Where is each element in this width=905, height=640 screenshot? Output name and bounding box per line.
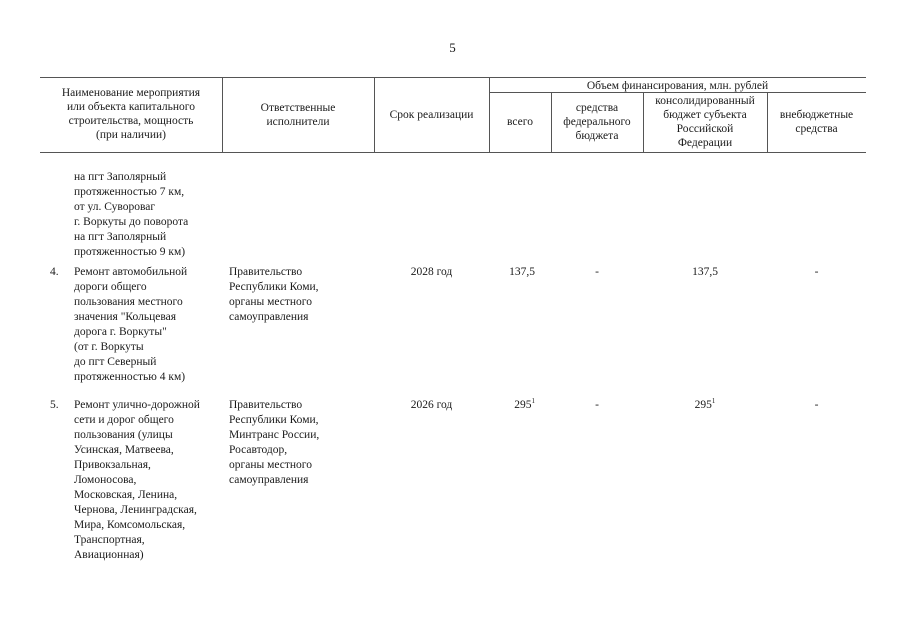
- header-regional: консолидированный бюджет субъекта Российской Федерации: [655, 95, 755, 149]
- header-bottom-rule: [40, 152, 866, 153]
- row-federal: -: [595, 266, 599, 278]
- header-responsible: Ответственные исполнители: [260, 102, 336, 128]
- header-extrabudget: внебюджетные средства: [779, 109, 854, 135]
- page-number: 5: [449, 40, 456, 55]
- row-regional: 137,5: [692, 266, 718, 278]
- row-responsible: Правительство Республики Коми, Минтранс России, Росавтодор, органы местного самоуправления: [229, 399, 320, 486]
- row-total: [489, 398, 535, 413]
- row-name: Ремонт автомобильной дороги общего пользования местного значения "Кольцевая дорога г. Воркуты" (от г. Воркуты до пгт Северный протяженностью 4 км): [74, 266, 188, 383]
- table-top-rule: [40, 77, 866, 78]
- row-name: на пгт Заполярный протяженностью 7 км, от ул. Сувороваг г. Воркуты до поворота на пгт Заполярный протяженностью 9 км): [74, 171, 189, 258]
- row-total-value: 295: [514, 399, 532, 411]
- row-term: 2028 год: [410, 266, 453, 278]
- row-responsible: Правительство Республики Коми, органы местного самоуправления: [229, 266, 319, 323]
- footnote-marker: 1: [711, 397, 716, 406]
- row-regional-value: 295: [694, 399, 712, 411]
- row-name: Ремонт улично-дорожной сети и дорог общего пользования (улицы Усинская, Матвеева, Привокзальная, Ломоносова, Московская, Ленина, Чернова, Ленинградская, Мира, Комсомольская, Транспортная, Авиационная): [74, 399, 200, 561]
- footnote-marker: 1: [531, 397, 535, 406]
- header-name: Наименование мероприятия или объекта капитального строительства, мощность (при наличии): [61, 87, 201, 141]
- header-financing-group: Объем финансирования, млн. рублей: [586, 80, 769, 92]
- row-number: 4.: [50, 266, 59, 278]
- row-total: 137,5: [509, 266, 535, 278]
- row-term: 2026 год: [410, 399, 453, 411]
- header-term: Срок реализации: [389, 109, 474, 121]
- row-federal: -: [595, 399, 599, 411]
- row-regional: [643, 398, 767, 413]
- row-extrabudget: -: [814, 399, 819, 411]
- header-federal: средства федерального бюджета: [563, 102, 631, 142]
- row-extrabudget: -: [814, 266, 819, 278]
- row-number: 5.: [50, 399, 59, 411]
- header-total: всего: [507, 116, 533, 128]
